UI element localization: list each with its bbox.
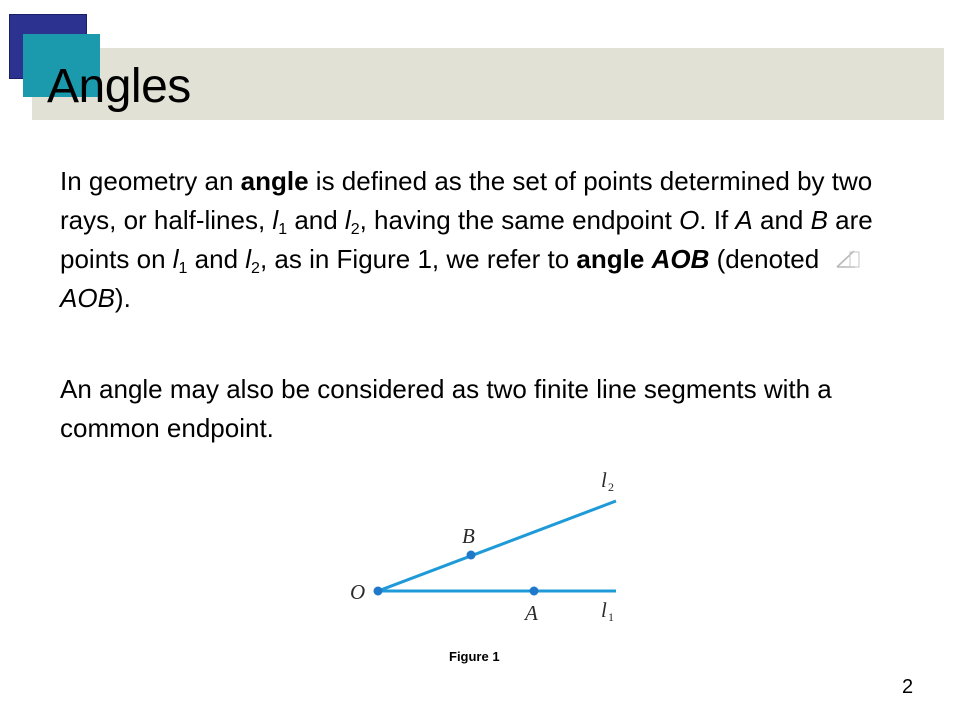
angle-name: AOB (60, 283, 115, 313)
point-o-dot (374, 587, 383, 596)
text-run: (denoted (709, 244, 827, 274)
alternative-definition-paragraph: An angle may also be considered as two finite line segments with a common endpoint. (60, 374, 832, 443)
label-l1-subscript: 1 (608, 610, 614, 624)
label-l1: l (601, 598, 607, 622)
ray-symbol: l (272, 205, 279, 235)
ray-subscript: 2 (251, 260, 260, 277)
text-run: , as in Figure 1, we refer to (259, 244, 577, 274)
label-a: A (525, 601, 538, 625)
text-run: and (187, 244, 246, 274)
ray-symbol: l (245, 244, 252, 274)
figure-background (344, 457, 624, 627)
page-number: 2 (902, 676, 914, 698)
label-o: O (350, 580, 366, 604)
point-a-dot (530, 587, 539, 596)
point-symbol: B (810, 205, 828, 235)
point-symbol: A (735, 205, 753, 235)
text-run: ). (114, 283, 131, 313)
text-run: is defined as the set of points determined by two rays, or half-lines, (60, 166, 873, 235)
text-run: and (287, 205, 345, 235)
text-run: and (752, 205, 811, 235)
figure-caption: Figure 1 (449, 649, 500, 664)
text-run: , having the same endpoint (359, 205, 680, 235)
angle-symbol-icon (834, 247, 860, 271)
ray-subscript: 1 (178, 260, 188, 277)
text-run: In geometry an (60, 166, 241, 196)
label-b: B (462, 524, 475, 548)
text-run: are points on (60, 205, 873, 274)
term-angle-aob: angle (576, 244, 652, 274)
text-run: . If (699, 205, 736, 235)
slide-title: Angles (47, 60, 191, 113)
label-l2-subscript: 2 (608, 480, 614, 494)
term-angle-aob-name: AOB (651, 244, 710, 274)
label-l2: l (601, 468, 607, 492)
ray-symbol: l (344, 205, 351, 235)
term-angle: angle (240, 166, 309, 196)
ray-subscript: 2 (350, 221, 360, 238)
point-symbol: O (679, 205, 700, 235)
point-b-dot (467, 551, 476, 560)
ray-subscript: 1 (278, 221, 288, 238)
definition-paragraph (60, 162, 900, 318)
ray-symbol: l (172, 244, 179, 274)
angle-figure (344, 457, 624, 627)
